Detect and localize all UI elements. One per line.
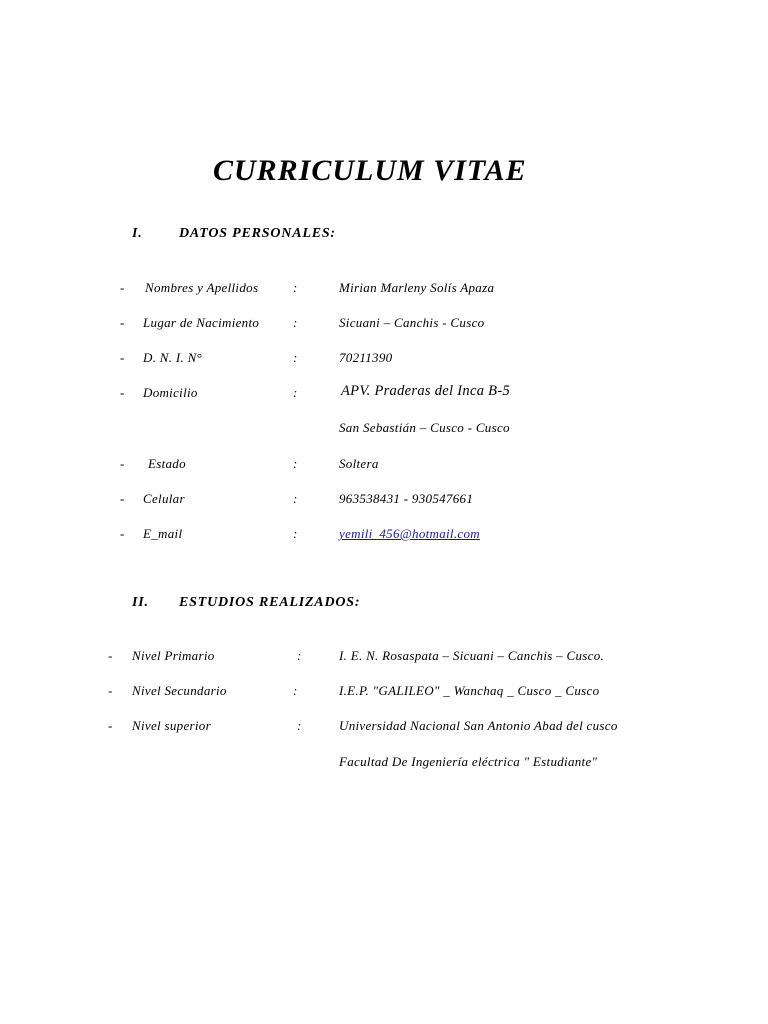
value-dni: 70211390	[339, 350, 393, 365]
label-domicilio: Domicilio	[143, 385, 198, 400]
section-2-numeral: II.	[132, 595, 149, 610]
colon: :	[293, 491, 298, 506]
bullet-dash: -	[120, 280, 125, 295]
colon: :	[293, 456, 298, 471]
colon: :	[293, 385, 298, 400]
section-1-numeral: I.	[132, 226, 143, 241]
bullet-dash: -	[120, 315, 125, 330]
section-2-heading: ESTUDIOS REALIZADOS:	[179, 595, 361, 610]
value-nombres: Mirian Marleny Solís Apaza	[339, 280, 495, 295]
value-nivel-primario: I. E. N. Rosaspata – Sicuani – Canchis – Cusco.	[339, 648, 605, 663]
value-domicilio-line1: APV. Praderas del Inca B-5	[341, 383, 511, 399]
colon: :	[293, 350, 298, 365]
label-email: E_mail	[143, 526, 183, 541]
document-title: CURRICULUM VITAE	[213, 154, 527, 187]
bullet-dash: -	[120, 491, 125, 506]
colon: :	[297, 718, 302, 733]
colon: :	[293, 526, 298, 541]
bullet-dash: -	[108, 683, 113, 698]
bullet-dash: -	[120, 456, 125, 471]
label-nivel-primario: Nivel Primario	[132, 648, 215, 663]
label-nivel-superior: Nivel superior	[132, 718, 211, 733]
label-nombres: Nombres y Apellidos	[145, 280, 259, 295]
label-dni: D. N. I. N°	[143, 350, 203, 365]
section-1-heading: DATOS PERSONALES:	[179, 226, 336, 241]
label-celular: Celular	[143, 491, 185, 506]
colon: :	[293, 315, 298, 330]
value-celular: 963538431 - 930547661	[339, 491, 474, 506]
value-nivel-secundario: I.E.P. "GALILEO" _ Wanchaq _ Cusco _ Cusco	[339, 683, 600, 698]
bullet-dash: -	[108, 718, 113, 733]
value-nivel-superior-line2: Facultad De Ingeniería eléctrica " Estudiante"	[339, 754, 598, 769]
colon: :	[293, 683, 298, 698]
email-link[interactable]: yemili_456@hotmail.com	[339, 526, 480, 541]
bullet-dash: -	[120, 385, 125, 400]
value-domicilio-line2: San Sebastián – Cusco - Cusco	[339, 420, 510, 435]
colon: :	[297, 648, 302, 663]
value-estado: Soltera	[339, 456, 379, 471]
label-nivel-secundario: Nivel Secundario	[132, 683, 227, 698]
label-estado: Estado	[148, 456, 186, 471]
bullet-dash: -	[120, 526, 125, 541]
colon: :	[293, 280, 298, 295]
value-lugar-nacimiento: Sicuani – Canchis - Cusco	[339, 315, 485, 330]
bullet-dash: -	[120, 350, 125, 365]
label-lugar-nacimiento: Lugar de Nacimiento	[143, 315, 260, 330]
bullet-dash: -	[108, 648, 113, 663]
value-nivel-superior-line1: Universidad Nacional San Antonio Abad del cusco	[339, 718, 618, 733]
